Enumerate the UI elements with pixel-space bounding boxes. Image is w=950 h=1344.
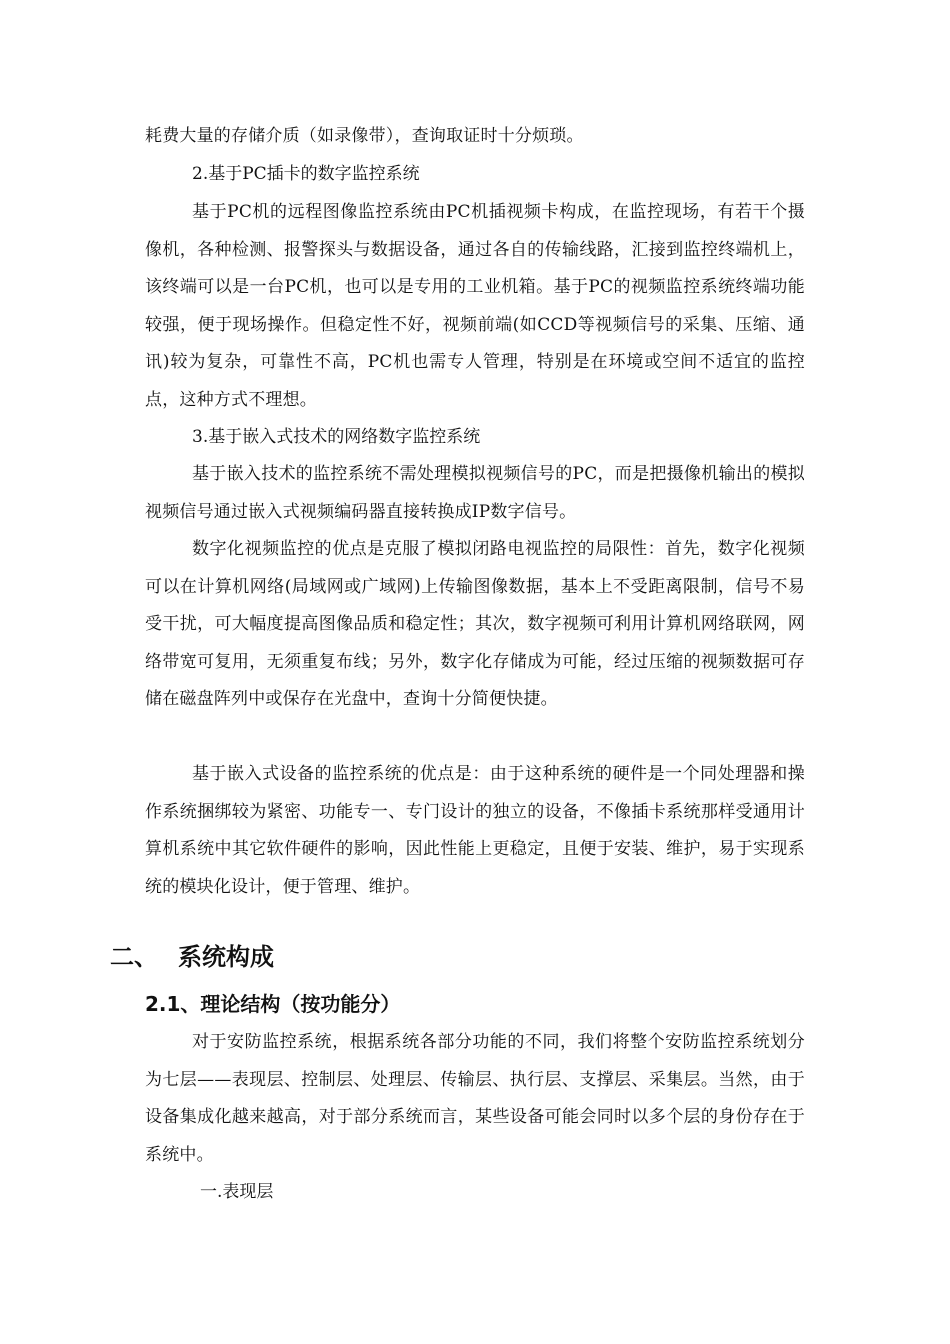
chapter-number: 二、	[110, 943, 158, 971]
paragraph-digital-advantages: 数字化视频监控的优点是克服了模拟闭路电视监控的局限性：首先，数字化视频可以在计算机网络(局域网或广域网)上传输图像数据，基本上不受距离限制，信号不易受干扰，可大幅度提高图像品质和稳定性；其次，数字视频可利用计算机网络联网，网络带宽可复用，无须重复布线；另外，数字化存储成为可能，经过压缩的视频数据可存储在磁盘阵列中或保存在光盘中，查询十分简便快捷。	[145, 539, 805, 709]
paragraph-embedded-intro: 基于嵌入技术的监控系统不需处理模拟视频信号的PC，而是把摄像机输出的模拟视频信号通过嵌入式视频编码器直接转换成IP数字信号。	[145, 464, 805, 522]
paragraph-intro-tail: 耗费大量的存储介质（如录像带），查询取证时十分烦琐。	[145, 126, 584, 146]
paragraph-pc-card-system: 基于PC机的远程图像监控系统由PC机插视频卡构成，在监控现场，有若干个摄像机，各种检测、报警探头与数据设备，通过各自的传输线路，汇接到监控终端机上，该终端可以是一台PC机，也可以是专用的工业机箱。基于PC的视频监控系统终端功能较强，便于现场操作。但稳定性不好，视频前端(如CCD等视频信号的采集、压缩、通讯)较为复杂，可靠性不高，PC机也需专人管理，特别是在环境或空间不适宜的监控点，这种方式不理想。	[145, 202, 805, 410]
chapter-title: 系统构成	[178, 943, 274, 971]
paragraph-embedded-advantages: 基于嵌入式设备的监控系统的优点是：由于这种系统的硬件是一个同处理器和操作系统捆绑较为紧密、功能专一、专门设计的独立的设备，不像插卡系统那样受通用计算机系统中其它软件硬件的影响，因此性能上更稳定，且便于安装、维护，易于实现系统的模块化设计，便于管理、维护。	[145, 764, 805, 897]
chapter-heading	[110, 935, 274, 979]
paragraph-system-layers: 对于安防监控系统，根据系统各部分功能的不同，我们将整个安防监控系统划分为七层——表现层、控制层、处理层、传输层、执行层、支撑层、采集层。当然，由于设备集成化越来越高，对于部分系统而言，某些设备可能会同时以多个层的身份存在于系统中。	[145, 1032, 805, 1165]
sub-item-presentation-layer: 一.表现层	[200, 1182, 274, 1202]
section-heading: 2.1、理论结构（按功能分）	[145, 992, 401, 1016]
heading-embedded-system: 3.基于嵌入式技术的网络数字监控系统	[192, 427, 481, 447]
heading-pc-card-system: 2.基于PC插卡的数字监控系统	[192, 164, 420, 184]
